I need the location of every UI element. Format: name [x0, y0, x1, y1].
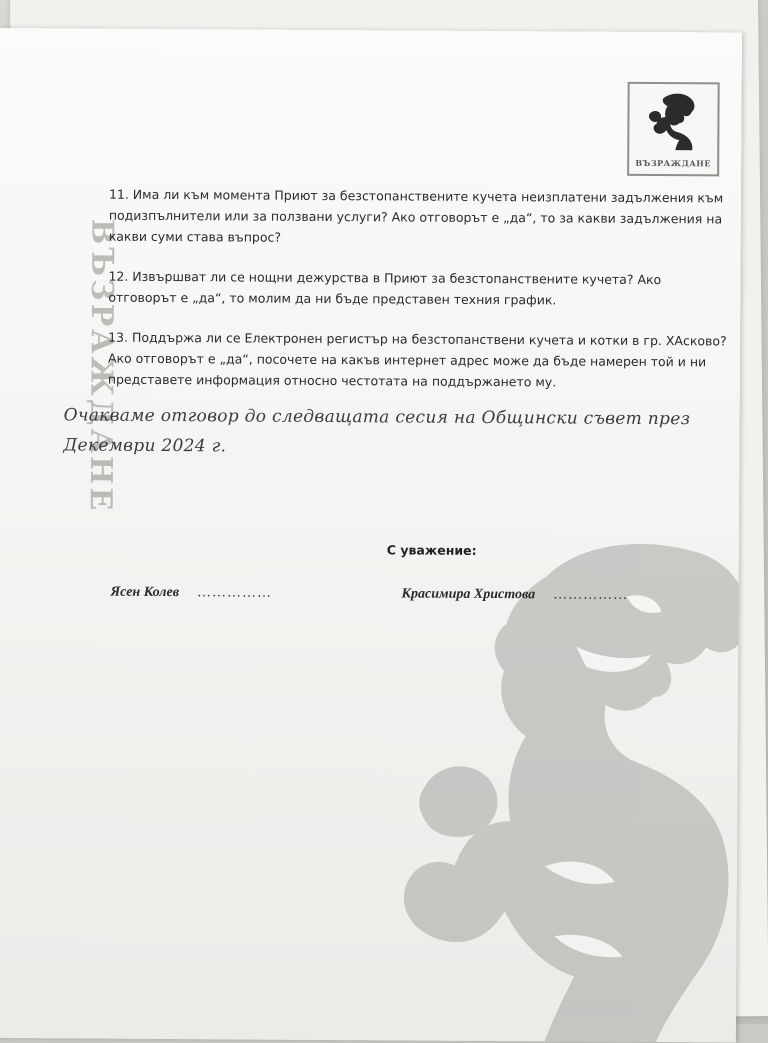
handwritten-line-1: Очакваме отговор до следващата сесия на Общински съвет през	[63, 405, 691, 430]
signature-dots: ……………	[553, 587, 629, 603]
side-watermark-text: ВЪЗРАЖДАНЕ	[82, 218, 120, 514]
closing-regards: С уважение:	[386, 542, 477, 558]
signatory-name: Красимира Христова	[401, 586, 536, 603]
party-logo	[627, 82, 720, 177]
question-12: 12. Извършват ли се нощни дежурства в Приют за безстопанствените кучета? Ако отговорът е „да“, то молим да ни бъде представен техния график.	[108, 268, 662, 308]
document-page	[0, 28, 742, 1043]
questions-list	[108, 184, 729, 413]
handwritten-note	[63, 400, 723, 464]
signature-left	[111, 585, 273, 602]
question-13: 13. Поддържа ли се Електронен регистър на безстопанствени кучета и котки в гр. ХАсково? Ако отговорът е „да“, посочете на какъв интернет адрес може да бъде намерен той и ни представете информация относно честотата на поддържането му.	[107, 329, 727, 390]
signature-right	[401, 586, 628, 603]
question-11: 11. Има ли към момента Приют за безстопанствените кучета неизплатени задължения към подизпълнители или за ползвани услуги? Ако отговорът е „да“, то за какви задължения на какви суми става въпрос?	[108, 186, 724, 245]
signature-dots: ……………	[196, 585, 273, 601]
lion-icon	[643, 92, 703, 152]
signatory-name: Ясен Колев	[110, 584, 180, 601]
logo-text: ВЪЗРАЖДАНЕ	[635, 157, 711, 169]
handwritten-line-2: Декември 2024 г.	[63, 435, 227, 457]
lion-watermark-icon	[394, 535, 742, 1042]
